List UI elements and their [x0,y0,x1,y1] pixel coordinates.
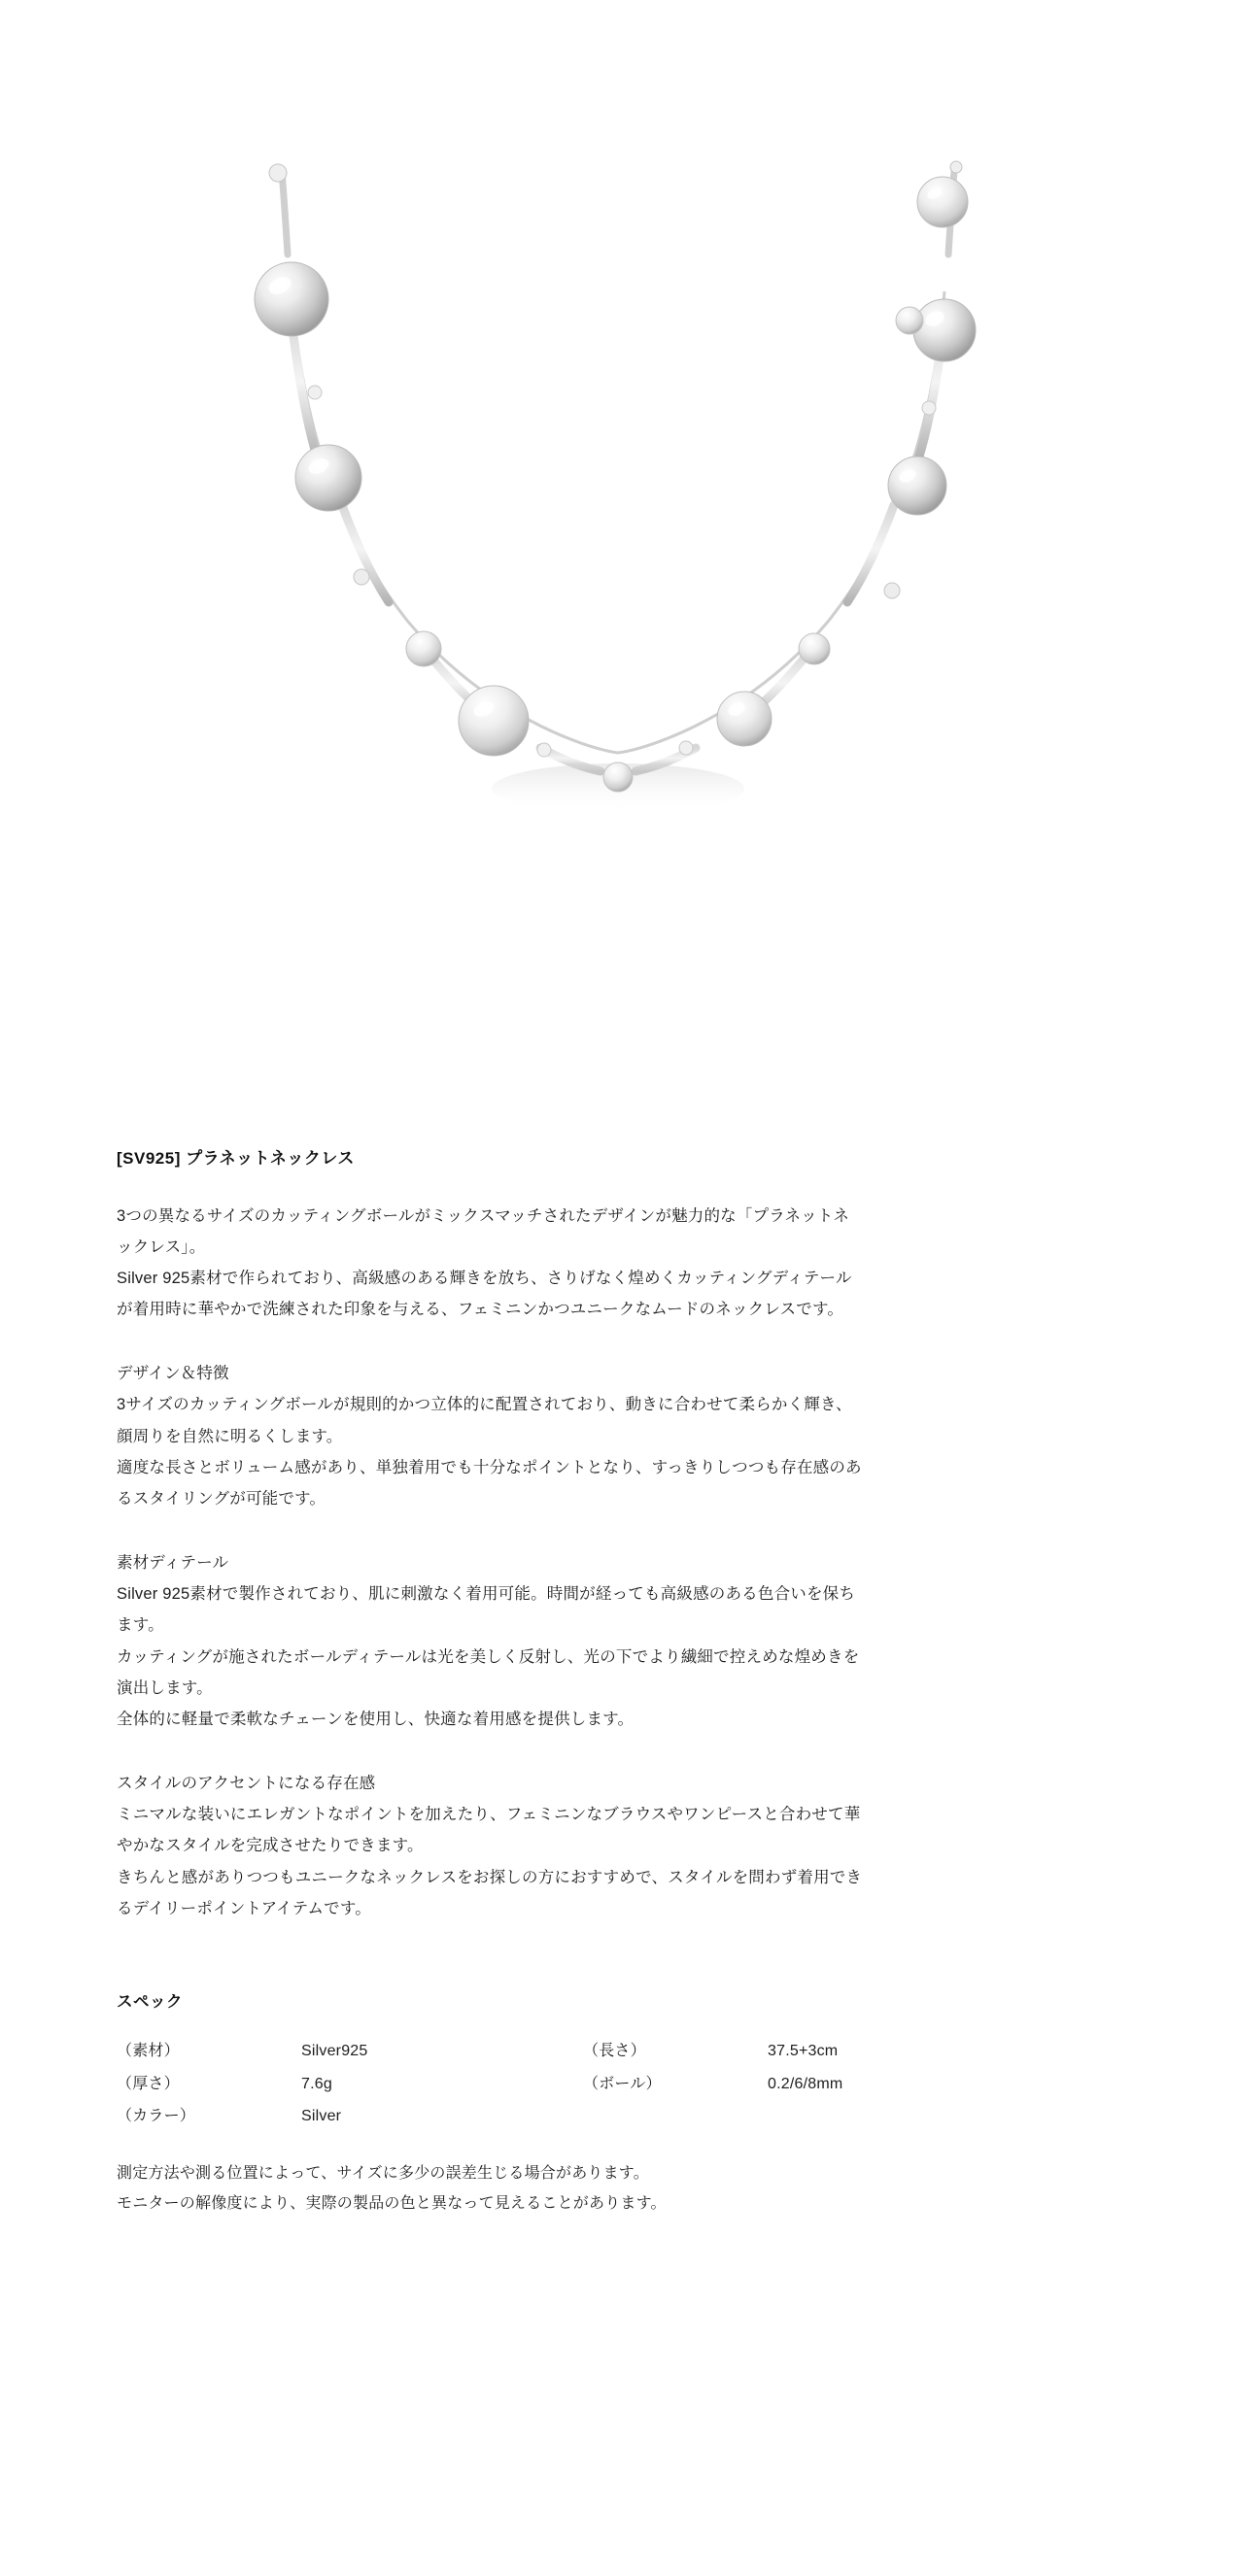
section-line: るスタイリングが可能です。 [117,1489,326,1508]
spec-label: （ボール） [583,2075,662,2092]
disclaimer-note: 測定方法や測る位置によって、サイズに多少の誤差生じる場合があります。 [117,2164,649,2182]
spec-value: 7.6g [301,2075,332,2092]
section-line: 3サイズのカッティングボールが規則的かつ立体的に配置されており、動きに合わせて柔らかく輝き、 [117,1396,852,1414]
section-heading: スタイルのアクセントになる存在感 [117,1775,376,1793]
section-line: るデイリーポイントアイテムです。 [117,1899,371,1917]
section-line: カッティングが施されたボールディテールは光を美しく反射し、光の下でより繊細で控えめな煌めきを [117,1647,860,1666]
section-heading: デザイン＆特徴 [117,1365,229,1383]
disclaimer-note: モニターの解像度により、実際の製品の色と異なって見えることがあります。 [117,2194,667,2212]
intro-block [117,1201,1119,1326]
intro-line-3: Silver 925素材で作られており、高級感のある輝きを放ち、さりげなく煌めくカッティングディテール [117,1269,852,1287]
section-style [117,1768,1119,1924]
spec-value [768,2100,972,2133]
section-line: 全体的に軽量で柔軟なチェーンを使用し、快適な着用感を提供します。 [117,1710,635,1728]
section-line: ミニマルな装いにエレガントなポイントを加えたり、フェミニンなブラウスやワンピースと合わせて華 [117,1806,861,1824]
section-line: Silver 925素材で製作されており、肌に刺激なく着用可能。時間が経っても高級感のある色合いを保ち [117,1585,856,1604]
spec-label: （カラー） [117,2108,196,2125]
table-row [117,2035,972,2068]
intro-line-2: ックレス」。 [117,1237,206,1256]
spec-label [583,2100,768,2133]
spec-label: （長さ） [583,2042,646,2059]
table-row [117,2100,972,2133]
section-line: きちんと感がありつつもユニークなネックレスをお探しの方におすすめで、スタイルを問わず着用でき [117,1868,863,1886]
section-design [117,1358,1119,1514]
product-image [0,0,1236,1146]
section-heading: 素材ディテール [117,1554,229,1573]
intro-line-4: が着用時に華やかで洗練された印象を与える、フェミニンかつユニークなムードのネックレスです。 [117,1301,844,1319]
spec-title: スペック [117,1992,183,2011]
section-line: 演出します。 [117,1678,213,1697]
spec-value: 37.5+3cm [768,2042,839,2059]
section-line: 顔周りを自然に明るくします。 [117,1427,343,1445]
product-description [0,1146,1236,2277]
spec-value: Silver [301,2108,342,2125]
spec-label: （素材） [117,2042,180,2059]
spec-value: Silver925 [301,2042,368,2059]
necklace-illustration [0,0,1236,1146]
spec-label: （厚さ） [117,2075,180,2092]
page-title: [SV925] プラネットネックレス [117,1149,355,1168]
section-line: やかなスタイルを完成させたりできます。 [117,1837,424,1855]
table-row [117,2068,972,2101]
spec-value: 0.2/6/8mm [768,2075,843,2092]
intro-line-1: 3つの異なるサイズのカッティングボールがミックスマッチされたデザインが魅力的な「プラネットネ [117,1206,850,1225]
section-line: 適度な長さとボリューム感があり、単独着用でも十分なポイントとなり、すっきりしつつも存在感のあ [117,1458,862,1476]
spec-table [117,2035,972,2133]
section-line: ます。 [117,1616,164,1635]
section-material [117,1547,1119,1735]
